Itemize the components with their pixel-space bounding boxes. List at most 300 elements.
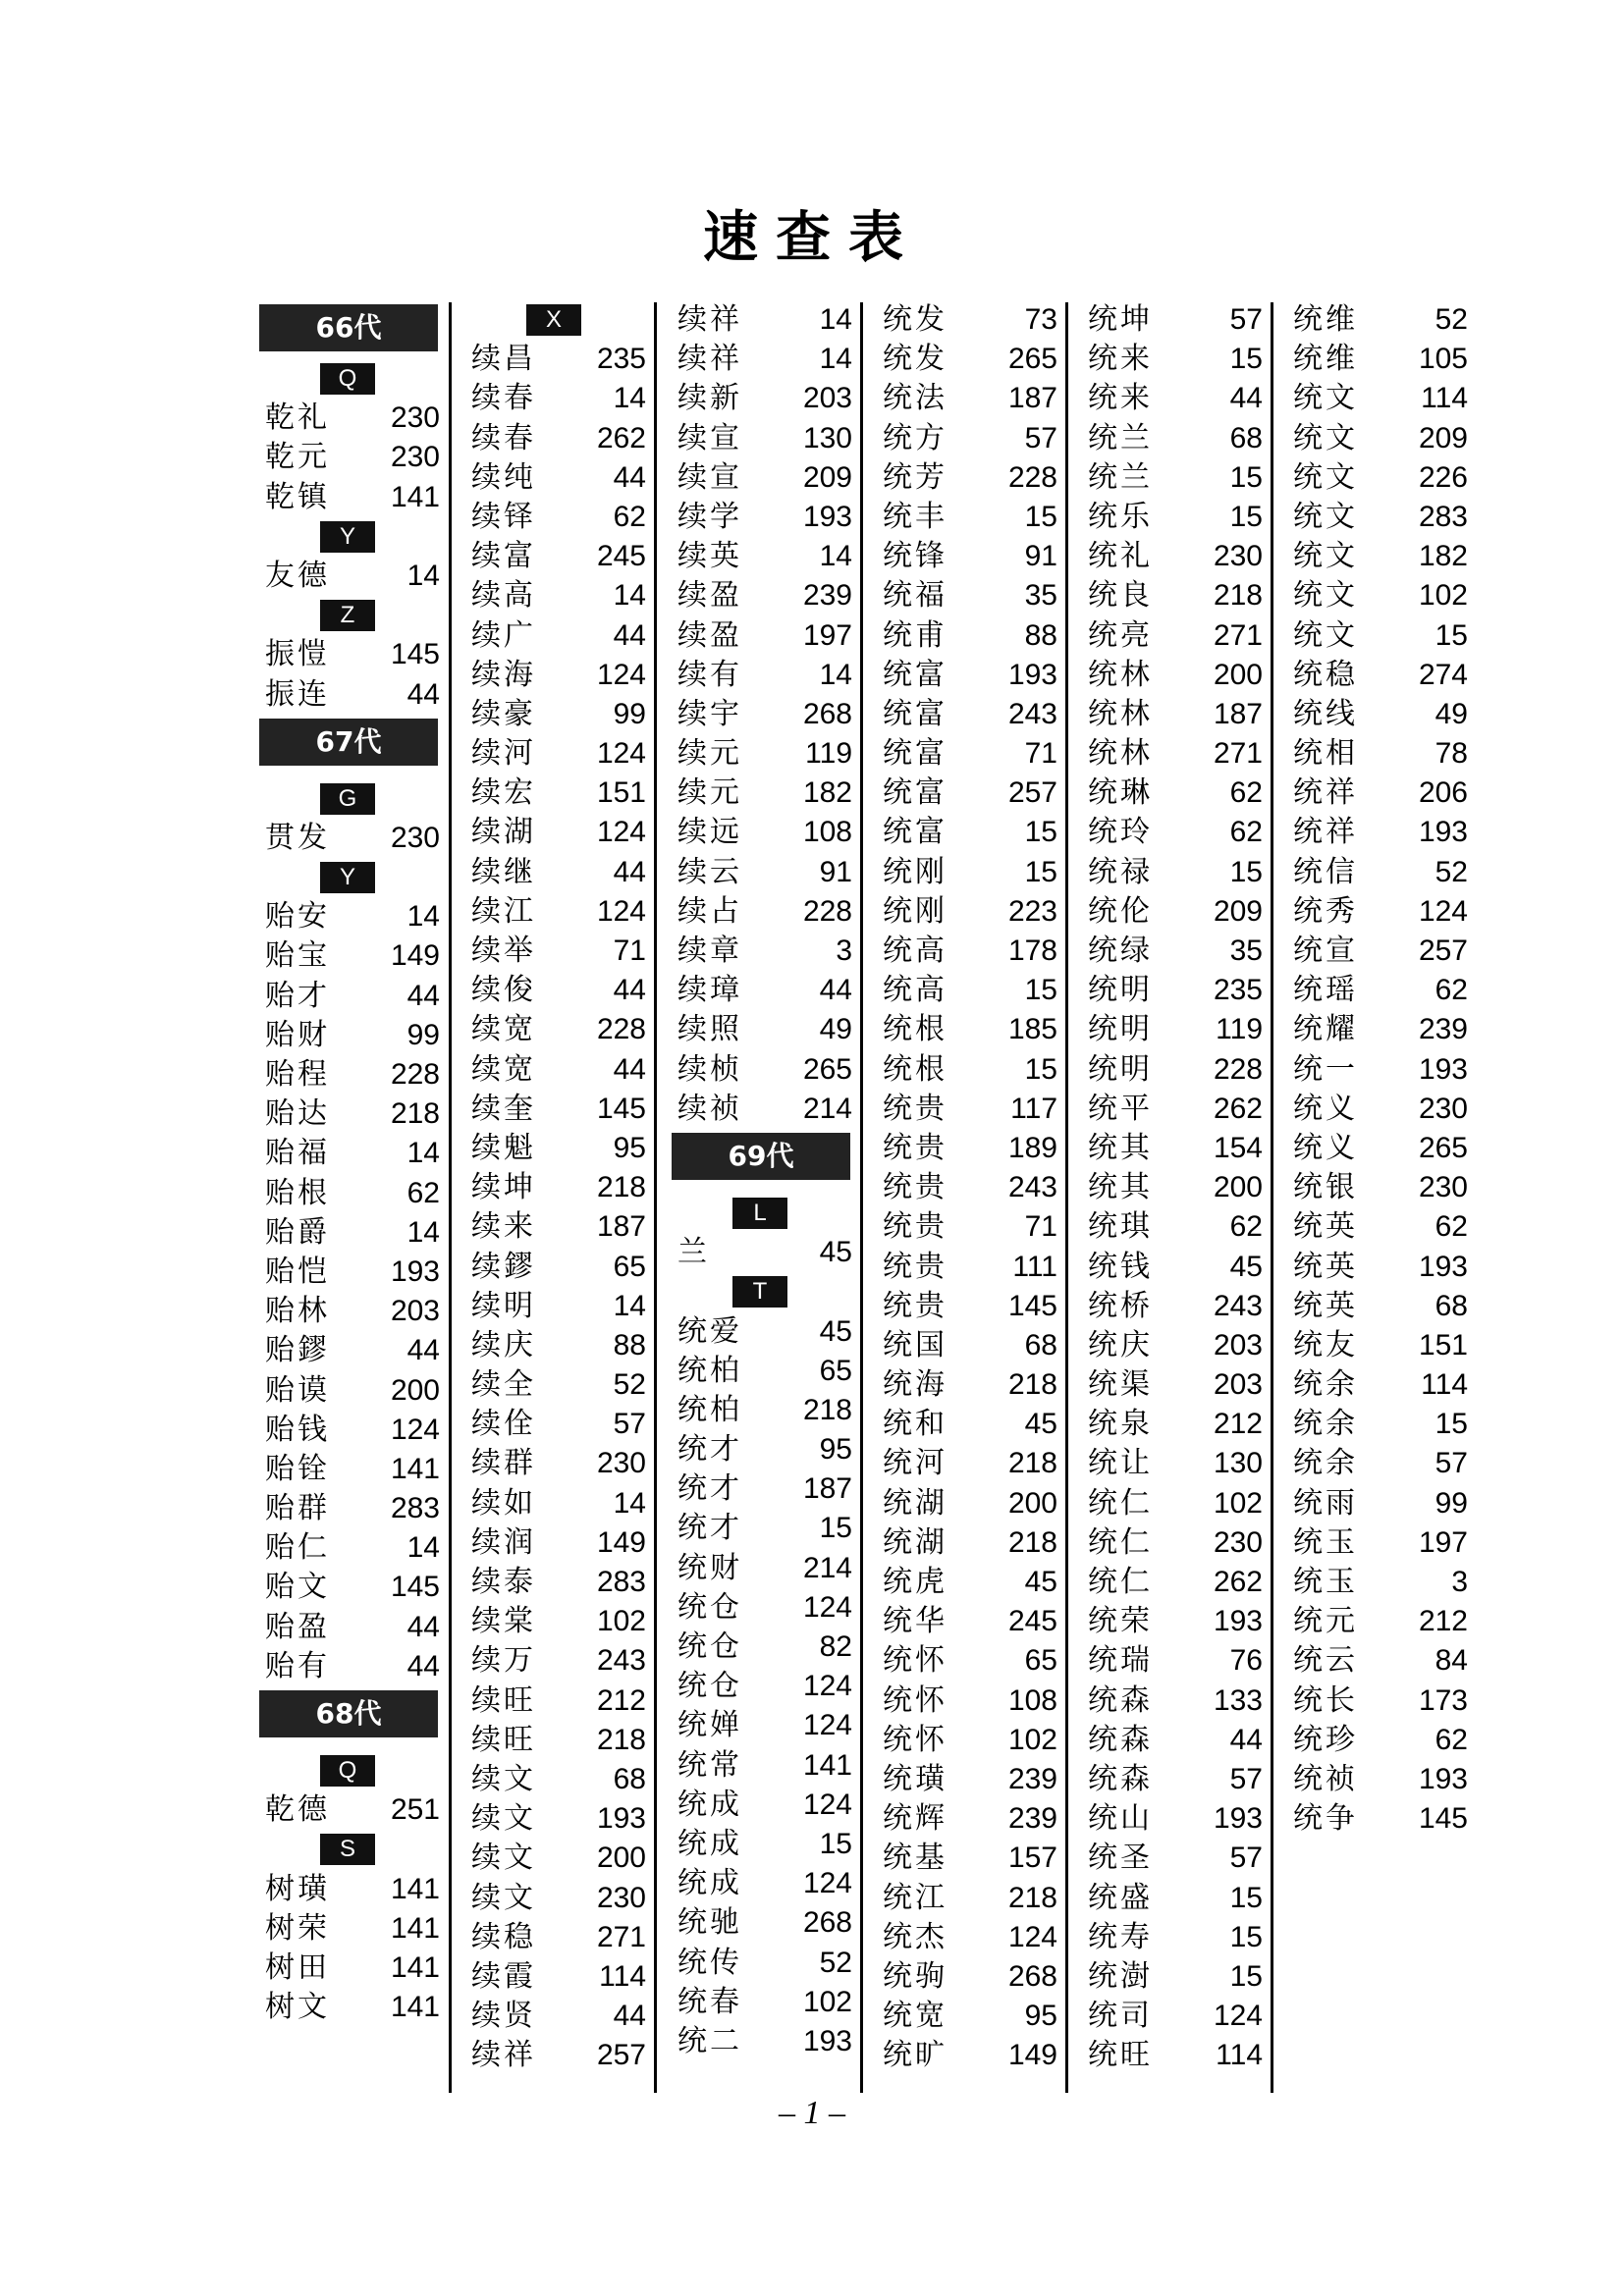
entry-page: 102 [1213,1486,1263,1520]
entry-name: 统森 [1088,1761,1153,1796]
entry-name: 统瑞 [1088,1643,1153,1679]
entry-page: 257 [1007,776,1057,810]
index-entry [670,458,858,498]
entry-name: 统文 [1293,578,1358,614]
entry-page: 268 [802,697,852,730]
entry-page: 124 [1418,894,1468,928]
entry-page: 14 [406,1137,440,1170]
entry-name: 统其 [1088,1170,1153,1205]
entry-page: 274 [1418,658,1468,691]
entry-page: 271 [1213,737,1263,771]
letter-header [670,1272,858,1311]
entry-page: 268 [1007,1959,1057,1993]
index-entry [875,576,1063,615]
entry-name: 统英 [1293,1209,1358,1245]
entry-name: 贻才 [265,978,330,1013]
entry-page: 151 [1418,1328,1468,1362]
entry-name: 续宣 [677,459,742,495]
entry-name: 统富 [883,775,947,811]
entry-name: 统江 [883,1880,947,1915]
index-entry [670,340,858,379]
entry-page: 14 [613,1486,646,1520]
entry-name: 统明 [1088,973,1153,1008]
entry-page: 15 [1024,855,1057,888]
entry-page: 14 [406,1531,440,1565]
index-entry [257,1528,446,1568]
entry-page: 283 [596,1566,646,1598]
entry-page: 141 [390,1950,440,1984]
entry-page: 235 [596,343,646,376]
entry-name: 贻安 [265,899,330,934]
entry-page: 52 [819,1946,852,1979]
entry-page: 218 [1007,1525,1057,1559]
entry-page: 228 [1007,460,1057,494]
letter-header [257,1830,446,1869]
index-entry [875,1563,1063,1602]
entry-name: 续旺 [471,1722,536,1757]
entry-page: 257 [1418,934,1468,967]
entry-name: 统维 [1293,302,1358,337]
entry-page: 44 [406,1610,440,1643]
entry-name: 续盈 [677,578,742,614]
entry-name: 统明 [1088,1051,1153,1087]
entry-name: 贻爵 [265,1214,330,1250]
entry-page: 262 [596,421,646,454]
entry-page: 145 [390,1571,440,1604]
entry-page: 243 [1007,697,1057,730]
index-entry [670,1825,858,1864]
index-entry [1285,1326,1474,1365]
entry-page: 189 [1007,1131,1057,1164]
index-entry [670,695,858,734]
entry-page: 187 [802,1472,852,1506]
entry-page: 44 [1229,382,1263,415]
index-entry [257,1134,446,1173]
entry-name: 贻财 [265,1017,330,1052]
entry-name: 统兰 [1088,459,1153,495]
entry-name: 续纯 [471,459,536,495]
entry-name: 统瑶 [1293,973,1358,1008]
index-entry [670,1549,858,1588]
letter-header [257,858,446,897]
entry-page: 65 [1024,1644,1057,1678]
entry-page: 62 [1435,974,1468,1007]
index-column [875,300,1063,2075]
entry-name: 统余 [1293,1446,1358,1481]
entry-page: 200 [1213,1171,1263,1204]
entry-page: 209 [1213,894,1263,928]
index-entry [257,977,446,1016]
entry-page: 173 [1418,1683,1468,1717]
entry-page: 62 [1435,1210,1468,1244]
index-entry [875,1760,1063,1799]
entry-name: 乾镇 [265,479,330,514]
index-entry [875,2036,1063,2075]
index-entry [875,1365,1063,1405]
letter-label: Y [320,521,375,553]
entry-page: 187 [1213,697,1263,730]
entry-page: 44 [406,677,440,711]
index-entry [1080,1839,1269,1878]
index-entry [257,1411,446,1450]
index-entry [875,1129,1063,1168]
index-entry [1285,734,1474,774]
entry-name: 统寿 [1088,1919,1153,1954]
index-entry [1285,932,1474,971]
entry-page: 3 [1451,1566,1468,1598]
entry-page: 95 [819,1433,852,1467]
index-entry [875,734,1063,774]
entry-name: 统玉 [1293,1524,1358,1560]
entry-name: 续占 [677,893,742,929]
entry-page: 133 [1213,1683,1263,1717]
entry-name: 贻盈 [265,1609,330,1644]
entry-name: 续湖 [471,815,536,850]
entry-page: 82 [819,1630,852,1663]
entry-page: 57 [1024,421,1057,454]
entry-name: 统驹 [883,1958,947,1994]
entry-page: 203 [1213,1368,1263,1402]
entry-page: 283 [390,1492,440,1525]
entry-name: 统林 [1088,696,1153,731]
index-entry [1285,340,1474,379]
entry-name: 统文 [1293,381,1358,416]
entry-name: 贻有 [265,1648,330,1683]
entry-page: 68 [613,1762,646,1795]
entry-name: 统英 [1293,1288,1358,1323]
index-entry [257,1016,446,1055]
letter-header [257,359,446,399]
index-entry [875,971,1063,1010]
entry-page: 209 [802,460,852,494]
entry-page: 15 [1435,1408,1468,1441]
entry-page: 52 [1435,855,1468,888]
index-entry [1285,1129,1474,1168]
index-entry [875,1682,1063,1721]
entry-page: 62 [1229,1210,1263,1244]
index-entry [875,1050,1063,1090]
entry-name: 统庆 [1088,1327,1153,1362]
index-entry [257,1292,446,1331]
entry-name: 续海 [471,657,536,692]
index-entry [1285,1248,1474,1287]
index-entry [670,853,858,892]
entry-name: 友德 [265,558,330,593]
entry-name: 统明 [1088,1012,1153,1047]
index-entry [1285,1602,1474,1641]
entry-page: 228 [390,1058,440,1091]
entry-page: 52 [1435,303,1468,336]
entry-page: 218 [1007,1447,1057,1480]
index-entry [670,1509,858,1548]
index-entry [1285,1010,1474,1049]
entry-page: 124 [802,1867,852,1900]
entry-name: 统来 [1088,342,1153,377]
entry-page: 15 [1229,1959,1263,1993]
index-entry [257,399,446,438]
index-entry [463,379,652,418]
entry-page: 49 [1435,697,1468,730]
entry-page: 245 [1007,1605,1057,1638]
entry-page: 157 [1007,1842,1057,1875]
index-entry [463,340,652,379]
entry-page: 245 [596,540,646,573]
index-entry [1285,971,1474,1010]
index-entry [1080,1484,1269,1523]
letter-label: T [732,1276,787,1308]
index-entry [1285,1168,1474,1207]
entry-name: 统宣 [1293,934,1358,968]
entry-page: 271 [596,1920,646,1953]
entry-name: 统仁 [1088,1485,1153,1521]
entry-name: 贻谟 [265,1372,330,1408]
index-entry [1080,340,1269,379]
index-entry [463,419,652,458]
entry-name: 贻文 [265,1570,330,1605]
entry-page: 154 [1213,1131,1263,1164]
entry-name: 续璋 [677,973,742,1008]
entry-name: 统义 [1293,1091,1358,1126]
index-entry [1080,616,1269,656]
entry-name: 统旷 [883,2038,947,2073]
entry-page: 102 [1007,1723,1057,1756]
entry-name: 续俊 [471,973,536,1008]
entry-name: 统贵 [883,1170,947,1205]
index-entry [463,1090,652,1129]
index-entry [257,1174,446,1213]
entry-name: 树田 [265,1949,330,1985]
entry-page: 130 [1213,1447,1263,1480]
entry-page: 14 [613,382,646,415]
entry-name: 统泉 [1088,1407,1153,1442]
entry-page: 62 [1229,816,1263,849]
entry-page: 124 [596,737,646,771]
entry-page: 193 [802,2024,852,2057]
index-entry [1080,1682,1269,1721]
entry-page: 218 [1213,579,1263,613]
entry-name: 统森 [1088,1722,1153,1757]
index-entry [1285,1760,1474,1799]
entry-name: 统基 [883,1841,947,1876]
column-divider [449,302,452,2093]
entry-page: 200 [1213,658,1263,691]
entry-page: 15 [1435,618,1468,652]
entry-name: 统贵 [883,1288,947,1323]
index-entry [1080,774,1269,813]
index-column [463,300,652,2075]
entry-name: 统刚 [883,854,947,889]
entry-page: 57 [1229,303,1263,336]
index-entry [463,1168,652,1207]
entry-name: 振愷 [265,637,330,672]
index-entry [1080,537,1269,576]
entry-name: 统争 [1293,1801,1358,1837]
index-entry [875,853,1063,892]
entry-name: 树文 [265,1990,330,2025]
entry-name: 统司 [1088,1999,1153,2034]
column-divider [654,302,657,2093]
entry-page: 145 [390,638,440,671]
index-entry [463,576,652,615]
index-entry [1080,1918,1269,1957]
entry-page: 206 [1418,776,1468,810]
generation-header [257,1686,446,1751]
entry-name: 统贵 [883,1130,947,1165]
entry-page: 71 [1024,737,1057,771]
entry-name: 统其 [1088,1130,1153,1165]
entry-page: 44 [613,618,646,652]
letter-header [257,596,446,635]
index-entry [257,635,446,674]
entry-name: 统仓 [677,1669,742,1704]
index-entry [463,932,652,971]
entry-name: 统礼 [1088,539,1153,574]
index-entry [670,932,858,971]
entry-page: 15 [1229,460,1263,494]
entry-name: 续魁 [471,1130,536,1165]
index-entry [463,2036,652,2075]
entry-page: 187 [596,1210,646,1244]
index-entry [875,379,1063,418]
entry-page: 239 [1418,1013,1468,1046]
entry-page: 214 [802,1092,852,1125]
index-entry [463,1365,652,1405]
entry-name: 续学 [677,499,742,534]
entry-page: 14 [819,658,852,691]
entry-page: 114 [1421,1368,1468,1402]
entry-name: 统仁 [1088,1565,1153,1599]
index-entry [875,1839,1063,1878]
index-entry [875,537,1063,576]
entry-page: 149 [1007,2039,1057,2072]
entry-name: 续元 [677,775,742,811]
index-entry [875,656,1063,695]
entry-page: 102 [596,1605,646,1638]
entry-page: 15 [1024,500,1057,533]
entry-name: 统雨 [1293,1485,1358,1521]
entry-name: 统华 [883,1604,947,1639]
letter-header [463,300,652,340]
index-entry [1285,1090,1474,1129]
entry-name: 续文 [471,1761,536,1796]
index-entry [257,1988,446,2027]
generation-header [257,715,446,779]
index-entry [1080,419,1269,458]
index-entry [670,1983,858,2022]
entry-name: 续佺 [471,1407,536,1442]
index-entry [875,458,1063,498]
entry-name: 续泰 [471,1565,536,1599]
entry-page: 212 [596,1683,646,1717]
entry-name: 统成 [677,1787,742,1822]
column-divider [1065,302,1068,2093]
entry-page: 265 [1418,1131,1468,1164]
entry-page: 124 [390,1413,440,1446]
entry-name: 续宇 [677,696,742,731]
entry-name: 续豪 [471,696,536,731]
entry-page: 44 [613,2000,646,2033]
entry-name: 统和 [883,1407,947,1442]
entry-page: 230 [1418,1171,1468,1204]
entry-page: 44 [406,1649,440,1682]
index-entry [670,1090,858,1129]
entry-page: 45 [1024,1566,1057,1598]
entry-name: 续盈 [677,617,742,653]
entry-page: 149 [390,939,440,973]
entry-page: 88 [1024,618,1057,652]
index-entry [1080,932,1269,971]
letter-header [257,779,446,819]
entry-name: 续祥 [677,342,742,377]
entry-page: 218 [1007,1368,1057,1402]
entry-page: 124 [802,1670,852,1703]
index-entry [463,1839,652,1878]
index-entry [875,616,1063,656]
index-entry [1080,1721,1269,1760]
page-title: 速查表 [703,205,921,270]
entry-name: 贻鏐 [265,1333,330,1368]
entry-name: 统国 [883,1327,947,1362]
entry-name: 续来 [471,1209,536,1245]
entry-name: 续远 [677,815,742,850]
entry-name: 贻林 [265,1294,330,1329]
index-entry [1080,1602,1269,1641]
entry-page: 212 [1418,1605,1468,1638]
entry-page: 15 [819,1827,852,1860]
entry-name: 统秀 [1293,893,1358,929]
entry-name: 树荣 [265,1910,330,1946]
index-entry [463,892,652,932]
index-column [257,300,446,2027]
index-entry [875,1523,1063,1563]
entry-page: 15 [819,1512,852,1545]
entry-name: 贻铨 [265,1451,330,1486]
entry-name: 统根 [883,1012,947,1047]
entry-name: 统文 [1293,459,1358,495]
entry-page: 14 [613,1289,646,1322]
entry-name: 续英 [677,539,742,574]
entry-name: 统宽 [883,1999,947,2034]
index-entry [1285,813,1474,852]
index-entry [670,656,858,695]
index-entry [1285,656,1474,695]
generation-label: 67代 [259,719,438,766]
index-entry [1080,458,1269,498]
entry-name: 统祥 [1293,815,1358,850]
entry-page: 95 [613,1131,646,1164]
letter-label: L [732,1198,787,1229]
index-entry [670,419,858,458]
entry-page: 141 [390,1911,440,1945]
entry-page: 44 [613,1052,646,1086]
entry-name: 续旺 [471,1682,536,1718]
entry-page: 193 [1418,816,1468,849]
index-entry [463,695,652,734]
entry-page: 193 [1007,658,1057,691]
index-entry [875,1168,1063,1207]
index-entry [257,1253,446,1292]
entry-page: 141 [390,1452,440,1485]
entry-page: 62 [406,1176,440,1209]
entry-name: 统驰 [677,1905,742,1941]
entry-name: 统乐 [1088,499,1153,534]
index-entry [875,1918,1063,1957]
index-entry [463,498,652,537]
index-entry [670,813,858,852]
index-entry [463,1523,652,1563]
index-entry [670,1469,858,1509]
entry-name: 贻宝 [265,938,330,974]
